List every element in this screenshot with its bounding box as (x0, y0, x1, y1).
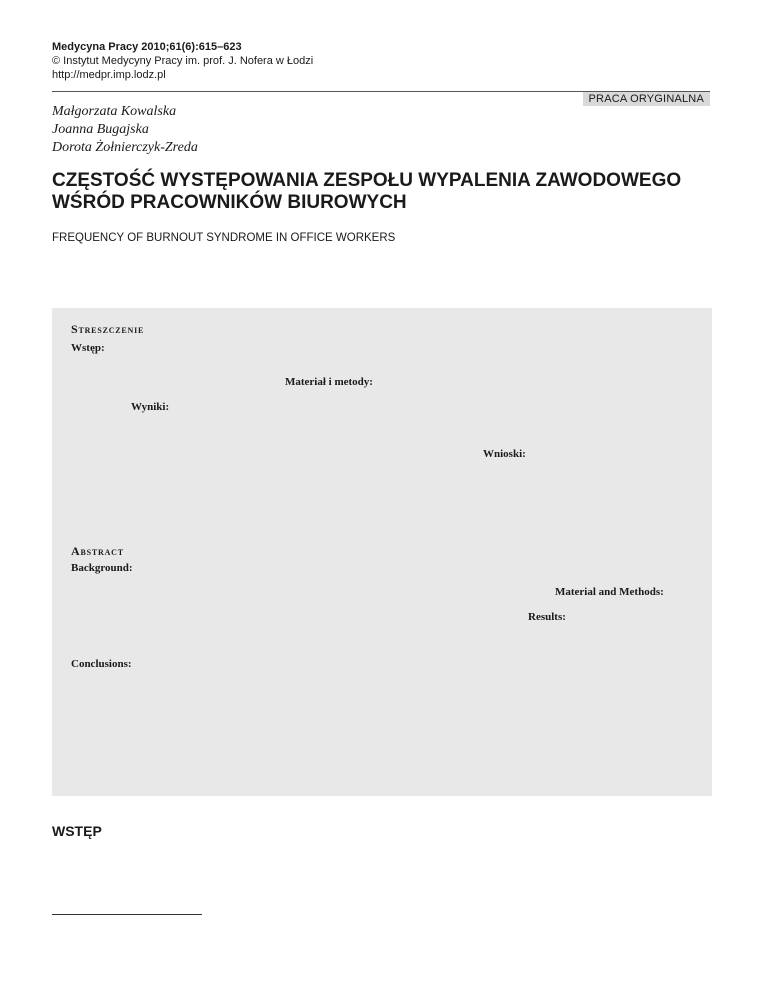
copyright-line: © Instytut Medycyny Pracy im. prof. J. Nofera w Łodzi (52, 55, 314, 67)
author-3: Dorota Żołnierczyk-Zreda (52, 140, 198, 155)
journal-header (52, 40, 313, 82)
label-material-and-methods: Material and Methods: (555, 586, 664, 598)
english-title: FREQUENCY OF BURNOUT SYNDROME IN OFFICE WORKERS (52, 232, 396, 244)
article-type-badge: PRACA ORYGINALNA (583, 92, 710, 106)
abstract-heading: Abstract (71, 544, 124, 558)
title-line-2: WŚRÓD PRACOWNIKÓW BIUROWYCH (52, 192, 407, 213)
label-wstep: Wstęp: (71, 342, 105, 354)
journal-url[interactable]: http://medpr.imp.lodz.pl (52, 69, 166, 81)
label-material-i-metody: Materiał i metody: (285, 376, 373, 388)
label-wyniki: Wyniki: (131, 401, 170, 413)
author-2: Joanna Bugajska (52, 122, 149, 137)
title-line-1: CZĘSTOŚĆ WYSTĘPOWANIA ZESPOŁU WYPALENIA ZAWODOWEGO (52, 170, 682, 191)
label-results: Results: (528, 611, 566, 623)
author-list (52, 103, 198, 157)
section-heading-wstep: WSTĘP (52, 823, 102, 839)
label-background: Background: (71, 562, 133, 574)
article-title (52, 170, 692, 214)
abstract-box (52, 308, 712, 796)
journal-citation: Medycyna Pracy 2010;61(6):615–623 (52, 41, 242, 53)
footnote-rule (52, 914, 202, 915)
author-1: Małgorzata Kowalska (52, 104, 177, 119)
label-wnioski: Wnioski: (483, 448, 526, 460)
streszczenie-heading: Streszczenie (71, 322, 145, 336)
label-conclusions: Conclusions: (71, 658, 132, 670)
